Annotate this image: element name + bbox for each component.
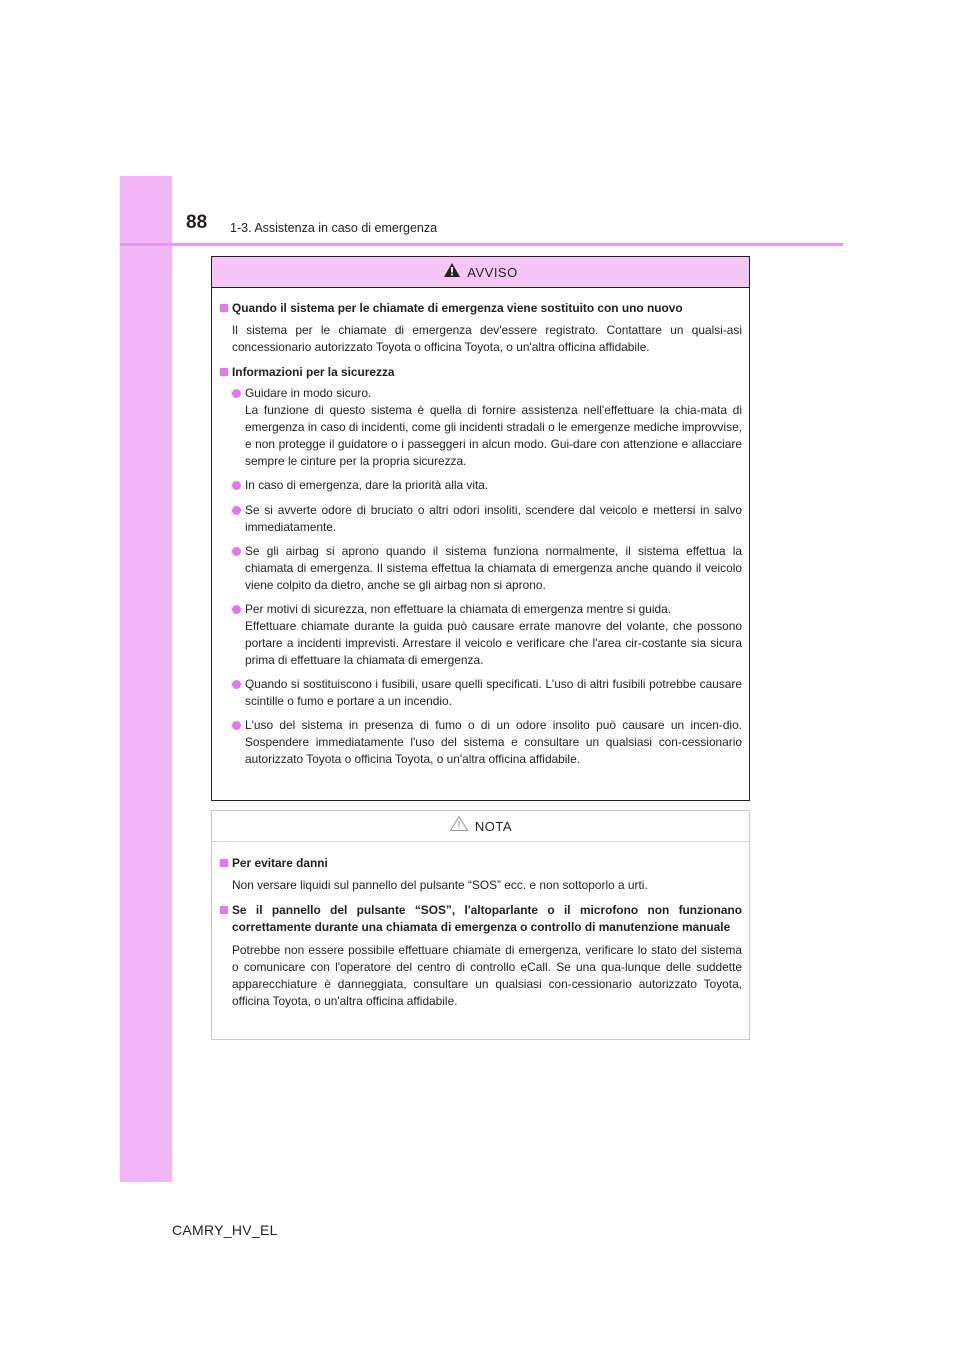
caution-triangle-outline-icon (449, 815, 469, 837)
note-item (220, 902, 742, 936)
bullet-item (220, 385, 742, 470)
note-body (212, 842, 749, 1010)
round-bullet-icon (232, 547, 241, 556)
side-band (120, 176, 172, 1182)
note-header (212, 811, 749, 842)
round-bullet-icon (232, 481, 241, 490)
note-item-text: Potrebbe non essere possibile effettuare chiamate di emergenza, verificare lo stato del sistema o comunicare con l'operatore del centro di controllo eCall. Se una qua-lunque delle suddette apparecchiature è danneggiata, consultare un qualsiasi con-cessionario autorizzato Toyota, officina Toyota, o un'altra officina affidabile. (232, 943, 742, 1008)
document-code: CAMRY_HV_EL (172, 1222, 278, 1238)
bullet-text: Quando si sostituiscono i fusibili, usare quelli specificati. L'uso di altri fusibili potrebbe causare scintille o fumo e portare a un incendio. (245, 677, 742, 708)
page-number: 88 (186, 212, 208, 233)
bullet-item (220, 543, 742, 594)
square-bullet-icon (220, 906, 228, 914)
warning-item-heading: Quando il sistema per le chiamate di emergenza viene sostituito con uno nuovo (232, 301, 683, 315)
bullet-item (220, 502, 742, 536)
square-bullet-icon (220, 304, 228, 312)
round-bullet-icon (232, 389, 241, 398)
section-title: 1-3. Assistenza in caso di emergenza (230, 221, 438, 235)
warning-item-heading: Informazioni per la sicurezza (232, 365, 395, 379)
bullet-text: La funzione di questo sistema è quella di fornire assistenza nell'effettuare la chia-mata di emergenza in caso di incidenti, come gli incidenti stradali o le emergenze mediche improvvise, e non protegge il guidatore o i passeggeri in alcun modo. Gui-dare con attenzione e allacciare sempre le cinture per la propria sicurezza. (245, 403, 742, 468)
bullet-text: Se si avverte odore di bruciato o altri odori insoliti, scendere dal veicolo e mettersi in salvo immediatamente. (245, 503, 742, 534)
note-box (211, 810, 750, 1040)
round-bullet-icon (232, 605, 241, 614)
square-bullet-icon (220, 859, 228, 867)
round-bullet-icon (232, 506, 241, 515)
round-bullet-icon (232, 680, 241, 689)
warning-item (220, 364, 742, 381)
warning-header (212, 257, 749, 288)
note-item-heading: Per evitare danni (232, 856, 328, 870)
bullet-text: Effettuare chiamate durante la guida può causare errate manovre del volante, che possono portare a incidenti imprevisti. Arrestare il veicolo e verificare che l'area cir-costante sia sicura prima di effettuare la chiamata di emergenza. (245, 619, 742, 667)
bullet-item (220, 676, 742, 710)
bullet-text: L'uso del sistema in presenza di fumo o di un odore insolito può causare un incen-dio. Sospendere immediatamente l'uso del sistema e consultare un qualsiasi con-cessionario autorizzato Toyota o officina Toyota, o un'altra officina affidabile. (245, 718, 742, 766)
bullet-lead: Per motivi di sicurezza, non effettuare la chiamata di emergenza mentre si guida. (245, 602, 672, 616)
header-rule (120, 243, 843, 246)
warning-body (212, 288, 749, 768)
bullet-text: Se gli airbag si aprono quando il sistema funziona normalmente, il sistema effettua la chiamata di emergenza. Il sistema effettua la chiamata di emergenza anche quando il veicolo viene colpito da dietro, anche se gli airbag non si aprono. (245, 544, 742, 592)
bullet-text: In caso di emergenza, dare la priorità alla vita. (245, 478, 489, 492)
bullet-item (220, 477, 742, 495)
note-title: NOTA (474, 818, 513, 834)
warning-box (211, 256, 750, 801)
round-bullet-icon (232, 721, 241, 730)
note-item-text: Non versare liquidi sul pannello del pulsante “SOS” ecc. e non sottoporlo a urti. (232, 878, 648, 892)
bullet-lead: Guidare in modo sicuro. (245, 386, 372, 400)
warning-triangle-icon (443, 262, 461, 283)
warning-item-text: Il sistema per le chiamate di emergenza dev'essere registrato. Contattare un qualsi-asi concessionario autorizzato Toyota o officina Toyota, o un'altra officina affidabile. (232, 323, 742, 354)
warning-title: AVVISO (467, 264, 518, 280)
bullet-item (220, 717, 742, 768)
bullet-item (220, 601, 742, 669)
square-bullet-icon (220, 368, 228, 376)
note-item (220, 855, 742, 872)
warning-item (220, 300, 742, 317)
note-item-heading: Se il pannello del pulsante “SOS”, l'altoparlante o il microfono non funzionano correttamente durante una chiamata di emergenza o controllo di manutenzione manuale (232, 903, 742, 934)
